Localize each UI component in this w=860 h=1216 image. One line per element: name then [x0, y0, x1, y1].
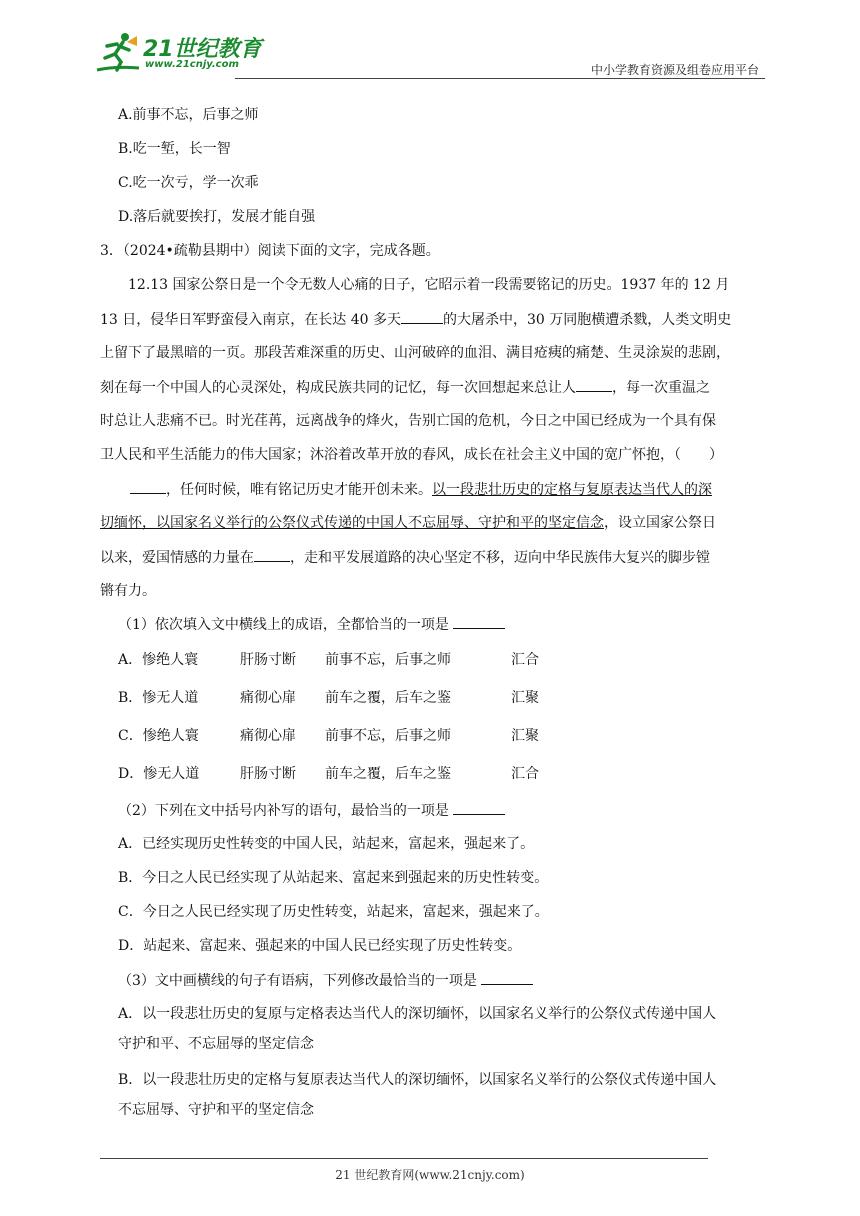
prev-option-a: A.前事不忘，后事之师: [118, 107, 259, 123]
sub2-option-b: B．今日之人民已经实现了从站起来、富起来到强起来的历史性转变。: [118, 870, 549, 886]
sub2-option-a: A．已经实现历史性转变的中国人民，站起来，富起来，强起来了。: [118, 836, 535, 852]
passage-line-2: 13 日，侵华日军野蛮侵入南京，在长达 40 多天 的大屠杀中，30 万同胞横遭杀戮，人类文明史: [100, 309, 731, 330]
passage-line-3: 上留下了最黑暗的一页。那段苦难深重的历史、山河破碎的血泪、满目疮痍的痛楚、生灵涂炭的悲剧，: [100, 345, 730, 361]
sub-question-3-stem: （3）文中画横线的句子有语病，下列修改最恰当的一项是: [118, 970, 533, 991]
answer-blank-2: [453, 800, 505, 815]
answer-blank-3: [481, 970, 533, 985]
site-logo: [95, 28, 265, 78]
logo-url: www.21cnjy.com: [145, 59, 239, 70]
footer-divider: [100, 1158, 708, 1159]
passage-line-7: ，任何时候，唯有铭记历史才能开创未来。以一段悲壮历史的定格与复原表达当代人的深: [130, 479, 712, 500]
passage-line-8: 切缅怀，以国家名义举行的公祭仪式传递的中国人不忘屈辱、守护和平的坚定信念，设立国家公祭日: [100, 515, 716, 531]
page-header: [95, 28, 765, 80]
sub2-option-c: C．今日之人民已经实现了历史性转变，站起来，富起来，强起来了。: [118, 904, 549, 920]
question-3-title: 3．（2024•疏勒县期中）阅读下面的文字，完成各题。: [100, 243, 440, 259]
header-divider: [235, 78, 765, 79]
platform-name: 中小学教育资源及组卷应用平台: [590, 63, 759, 77]
sub3-option-a-line-2: 守护和平、不忘屈辱的坚定信念: [118, 1036, 314, 1052]
underlined-sentence-part-2: 切缅怀，以国家名义举行的公祭仪式传递的中国人不忘屈辱、守护和平的坚定信念: [100, 515, 604, 531]
sub3-option-a-line-1: A．以一段悲壮历史的复原与定格表达当代人的深切缅怀，以国家名义举行的公祭仪式传递中国人: [118, 1006, 717, 1022]
passage-line-9: 以来，爱国情感的力量在 ，走和平发展道路的决心坚定不移，迈向中华民族伟大复兴的脚步镗: [100, 547, 710, 568]
passage-line-5: 时总让人悲痛不已。时光荏苒，远离战争的烽火，告别亡国的危机，今日之中国已经成为一个具有保: [100, 413, 716, 429]
passage-line-10: 锵有力。: [100, 583, 156, 599]
fill-blank-3: [130, 479, 166, 494]
fill-blank-1: [401, 309, 443, 324]
passage-line-4: 刻在每一个中国人的心灵深处，构成民族共同的记忆，每一次回想起来总让人 ，每一次重温之: [100, 377, 710, 398]
sub-question-1-stem: （1）依次填入文中横线上的成语，全都恰当的一项是: [118, 614, 505, 635]
prev-option-d: D.落后就要挨打，发展才能自强: [118, 209, 316, 225]
answer-blank-1: [453, 614, 505, 629]
passage-line-1: 12.13 国家公祭日是一个令无数人心痛的日子，它昭示着一段需要铭记的历史。1937 年的 12 月: [128, 277, 730, 293]
logo-text: 21世纪教育: [143, 37, 262, 62]
sub2-option-d: D．站起来、富起来、强起来的中国人民已经实现了历史性转变。: [118, 938, 522, 954]
runner-logo-icon: [95, 30, 141, 74]
underlined-sentence-part-1: 以一段悲壮历史的定格与复原表达当代人的深: [432, 482, 712, 498]
passage-line-6: 卫人民和平生活能力的伟大国家；沐浴着改革开放的春风，成长在社会主义中国的宽广怀抱，（ ）: [100, 447, 723, 463]
sub-question-2-stem: （2）下列在文中括号内补写的语句，最恰当的一项是: [118, 800, 505, 821]
sub3-option-b-line-1: B．以一段悲壮历史的定格与复原表达当代人的深切缅怀，以国家名义举行的公祭仪式传递中国人: [118, 1072, 717, 1088]
prev-option-c: C.吃一次亏，学一次乖: [118, 175, 259, 191]
page-footer: 21 世纪教育网(www.21cnjy.com): [335, 1168, 525, 1182]
sub3-option-b-line-2: 不忘屈辱、守护和平的坚定信念: [118, 1102, 314, 1118]
fill-blank-2: [576, 377, 612, 392]
prev-option-b: B.吃一堑，长一智: [118, 141, 231, 157]
fill-blank-4: [254, 547, 290, 562]
